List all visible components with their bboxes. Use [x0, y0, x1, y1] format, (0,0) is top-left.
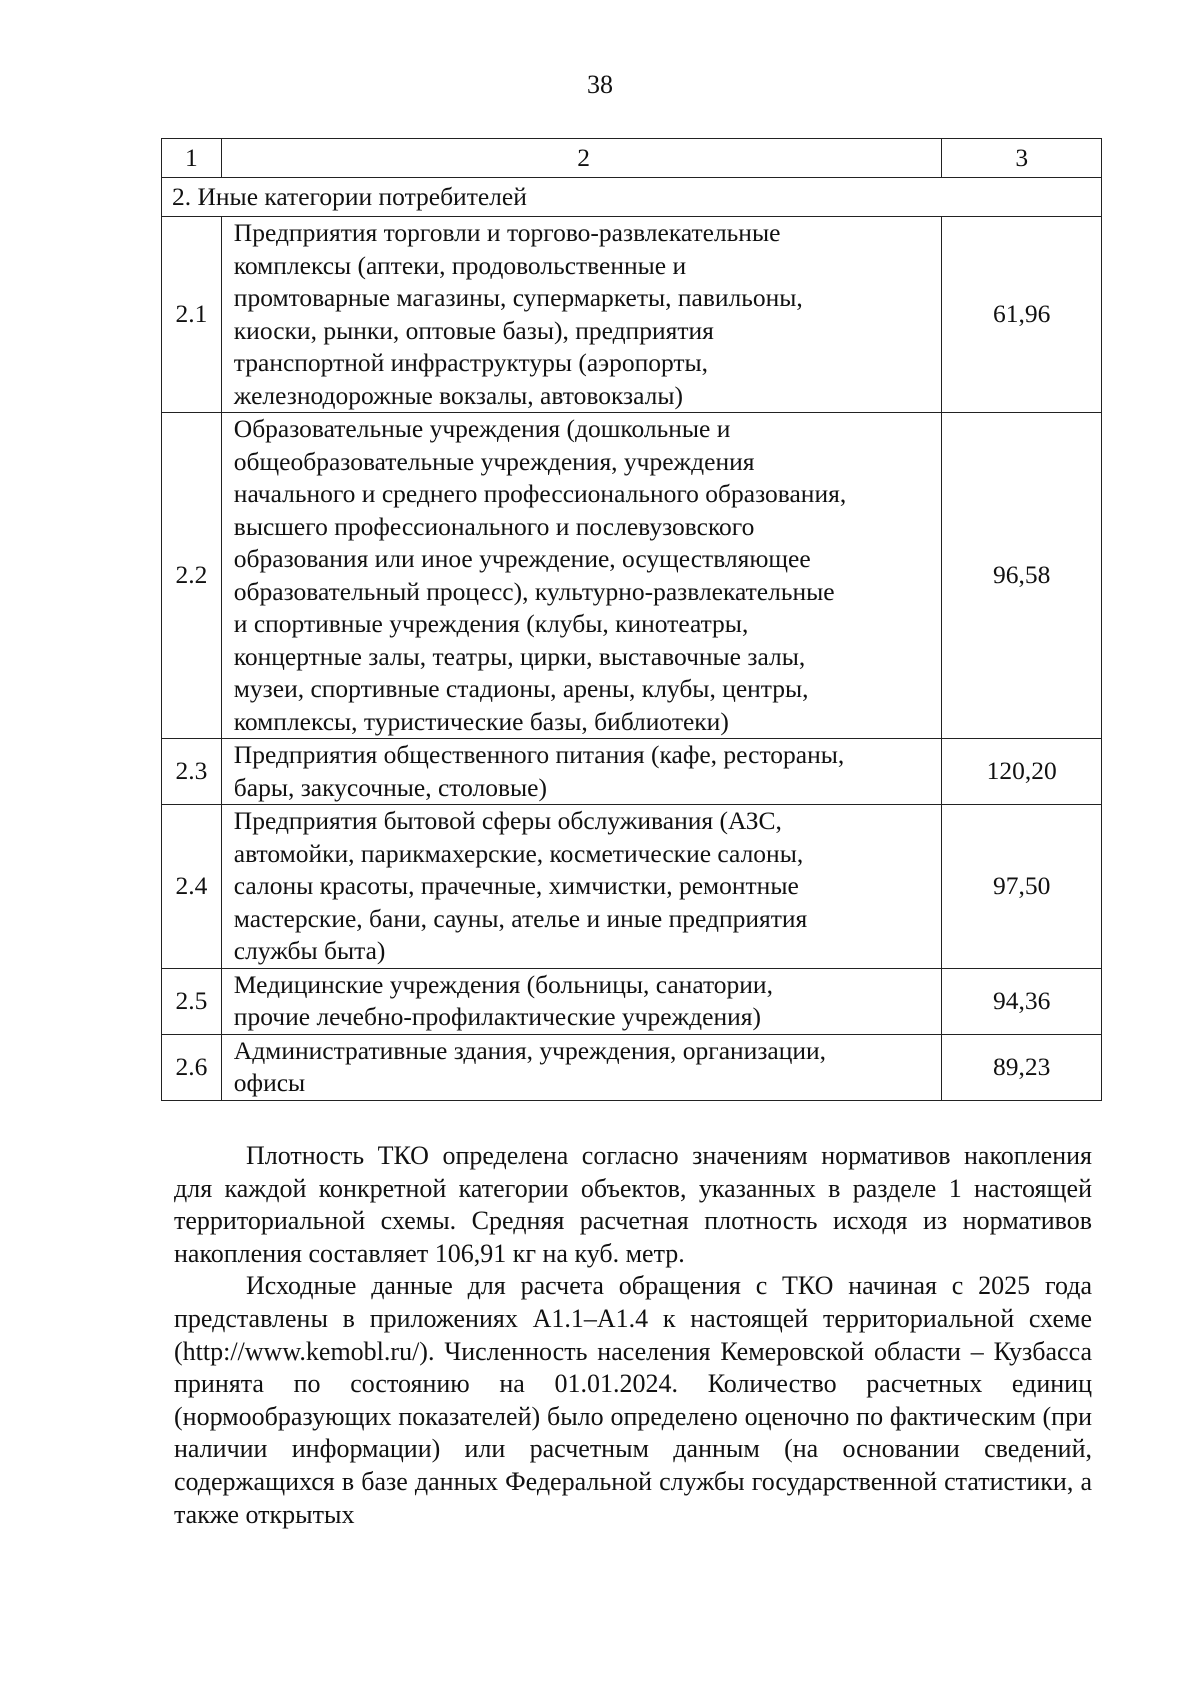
description-line: Предприятия бытовой сферы обслуживания (АЗС,	[233, 806, 782, 835]
table-row	[162, 968, 1102, 1034]
table-row	[162, 217, 1102, 413]
description-line: образовательный процесс), культурно-развлекательные	[233, 576, 835, 606]
row-value-cell: 94,36	[942, 968, 1102, 1034]
description-line: музеи, спортивные стадионы, арены, клубы, центры,	[233, 674, 809, 703]
table-row	[162, 805, 1102, 969]
description-line: транспортной инфраструктуры (аэропорты,	[233, 348, 709, 377]
description-line: Медицинские учреждения (больницы, санатории,	[233, 969, 773, 999]
description-line: Административные здания, учреждения, организации,	[233, 1035, 827, 1065]
header-cell-1: 1	[162, 139, 222, 178]
description-line: офисы	[233, 1068, 306, 1097]
description-line: концертные залы, театры, цирки, выставочные залы,	[233, 641, 806, 671]
row-description-cell	[221, 805, 942, 969]
category-row	[162, 178, 1102, 217]
paragraph: Плотность ТКО определена согласно значениям нормативов накопления для каждой конкретной категории объектов, указанных в разделе 1 настоящей территориальной схемы. Средняя расчетная плотность исходя из нормативов накопления составляет 106,91 кг на куб. метр.	[174, 1141, 1092, 1268]
row-number-cell: 2.1	[162, 217, 222, 413]
header-cell-3: 3	[942, 139, 1102, 178]
row-description-cell	[221, 1034, 942, 1100]
row-description-cell	[221, 968, 942, 1034]
page-number: 38	[587, 70, 613, 99]
table-row	[162, 1034, 1102, 1100]
row-number-cell: 2.5	[162, 968, 222, 1034]
description-line: Образовательные учреждения (дошкольные и	[233, 414, 731, 443]
description-line: киоски, рынки, оптовые базы), предприятия	[233, 315, 714, 345]
description-line: Предприятия общественного питания (кафе, рестораны,	[233, 740, 845, 769]
table-body	[162, 217, 1102, 1101]
row-value-cell: 61,96	[942, 217, 1102, 413]
description-line: и спортивные учреждения (клубы, кинотеатры,	[233, 609, 749, 638]
row-value-cell: 96,58	[942, 413, 1102, 739]
description-line: комплексы (аптеки, продовольственные и	[233, 250, 687, 280]
description-line: службы быта)	[233, 936, 386, 965]
description-line: прочие лечебно-профилактические учреждения)	[233, 1002, 761, 1031]
row-number-cell: 2.2	[162, 413, 222, 739]
norms-table	[161, 138, 1102, 1101]
header-cell-2: 2	[221, 139, 942, 178]
row-number-cell: 2.3	[162, 739, 222, 805]
body-text	[174, 1140, 1092, 1531]
description-line: автомойки, парикмахерские, косметические салоны,	[233, 838, 804, 868]
description-line: салоны красоты, прачечные, химчистки, ремонтные	[233, 871, 799, 900]
description-line: комплексы, туристические базы, библиотеки)	[233, 706, 729, 736]
description-line: промтоварные магазины, супермаркеты, павильоны,	[233, 283, 803, 312]
row-description-cell	[221, 217, 942, 413]
row-number-cell: 2.4	[162, 805, 222, 969]
table-row	[162, 413, 1102, 739]
row-description-cell	[221, 413, 942, 739]
description-line: общеобразовательные учреждения, учреждения	[233, 446, 755, 476]
table-header-row	[162, 139, 1102, 178]
row-value-cell: 97,50	[942, 805, 1102, 969]
table-row	[162, 739, 1102, 805]
category-cell: 2. Иные категории потребителей	[162, 178, 1102, 217]
description-line: бары, закусочные, столовые)	[233, 772, 547, 802]
description-line: высшего профессионального и послевузовского	[233, 511, 755, 541]
description-line: железнодорожные вокзалы, автовокзалы)	[233, 380, 683, 410]
row-number-cell: 2.6	[162, 1034, 222, 1100]
row-value-cell: 120,20	[942, 739, 1102, 805]
description-line: образования или иное учреждение, осуществляющее	[233, 544, 811, 573]
description-line: начального и среднего профессионального образования,	[233, 479, 847, 508]
paragraph: Исходные данные для расчета обращения с ТКО начиная с 2025 года представлены в приложениях А1.1–А1.4 к настоящей территориальной схеме (http://www.kemobl.ru/). Численность населения Кемеровской области – Кузбасса принята по состоянию на 01.01.2024. Количество расчетных единиц (нормообразующих показателей) было определено оценочно по фактическим (при наличии информации) или расчетным данным (на основании сведений, содержащихся в базе данных Федеральной службы государственной статистики, а также открытых	[174, 1271, 1092, 1529]
description-line: Предприятия торговли и торгово-развлекательные	[233, 218, 781, 247]
description-line: мастерские, бани, сауны, ателье и иные предприятия	[233, 903, 808, 933]
row-value-cell: 89,23	[942, 1034, 1102, 1100]
row-description-cell	[221, 739, 942, 805]
